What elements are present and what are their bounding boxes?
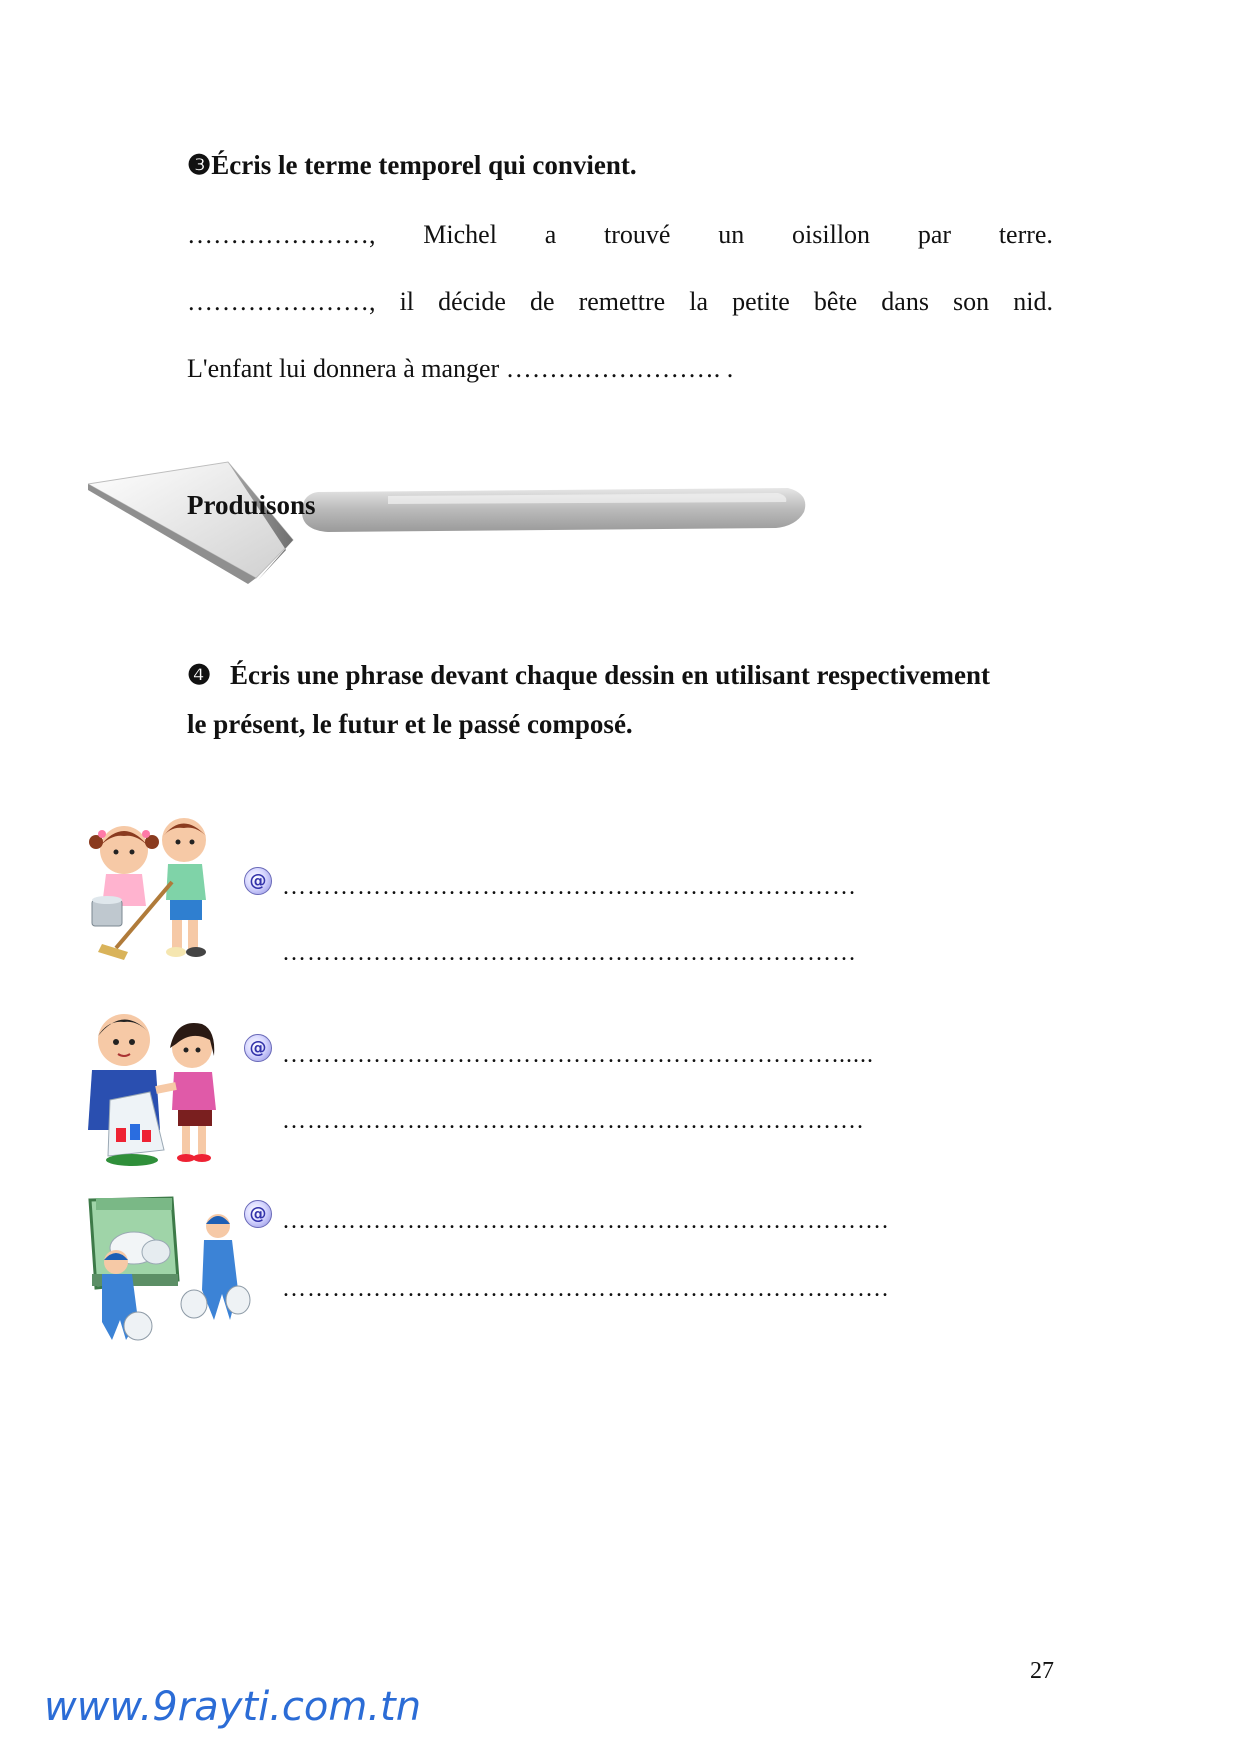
word: par [917, 220, 952, 249]
exercise-4-number: ❹ [187, 660, 212, 690]
page-number: 27 [1030, 1658, 1054, 1684]
at-bullet-icon: @ [244, 1034, 272, 1062]
exercise-3-line-1 [187, 220, 1053, 250]
exercise-4-title-line-1 [187, 660, 990, 691]
exercise-3-line-3: L'enfant lui donnera à manger ……………………. . [187, 354, 734, 383]
garbage-collectors-illustration [86, 1190, 252, 1350]
answer-line[interactable]: …………………………………………………………… [282, 874, 857, 900]
blank-field[interactable]: …………………, [187, 220, 376, 249]
word: oisillon [792, 220, 871, 249]
exercise-3-number: ❸ [187, 150, 212, 180]
word: bête [813, 287, 858, 316]
exercise-3-title-text: Écris le terme temporel qui convient. [211, 150, 637, 180]
children-cleaning-illustration [72, 808, 232, 968]
exercise-3-line-2 [187, 287, 1053, 317]
word: de [529, 287, 555, 316]
exercise-4-title-line-2: le présent, le futur et le passé composé. [187, 709, 633, 739]
word: remettre [578, 287, 666, 316]
word: nid. [1013, 287, 1053, 316]
word: dans [881, 287, 929, 316]
blank-field[interactable]: …………………, [187, 287, 376, 316]
word: il [399, 287, 415, 316]
word: décide [438, 287, 506, 316]
produisons-label: Produisons [187, 490, 316, 520]
answer-line[interactable]: ………………………………………………………………. [282, 1208, 889, 1234]
word: terre. [998, 220, 1053, 249]
exercise-3-title [187, 150, 637, 181]
word: Michel [423, 220, 497, 249]
word: trouvé [604, 220, 671, 249]
word: petite [732, 287, 790, 316]
at-bullet-icon: @ [244, 1200, 272, 1228]
answer-line[interactable]: ………………………………………………………………. [282, 1276, 889, 1302]
exercise-4-title-text: Écris une phrase devant chaque dessin en utilisant respectivement [229, 660, 990, 690]
word: un [718, 220, 745, 249]
footer-website-url[interactable]: www.9rayti.com.tn [44, 1684, 422, 1730]
at-bullet-icon: @ [244, 867, 272, 895]
produisons-banner [88, 460, 818, 590]
word: la [689, 287, 709, 316]
word: son [953, 287, 990, 316]
recycling-family-illustration [80, 1000, 240, 1180]
answer-line[interactable]: …………………………………………………………...... [282, 1042, 874, 1068]
answer-line[interactable]: ……………………………………………………………. [282, 1108, 864, 1134]
word: a [544, 220, 557, 249]
answer-line[interactable]: …………………………………………………………… [282, 940, 857, 966]
